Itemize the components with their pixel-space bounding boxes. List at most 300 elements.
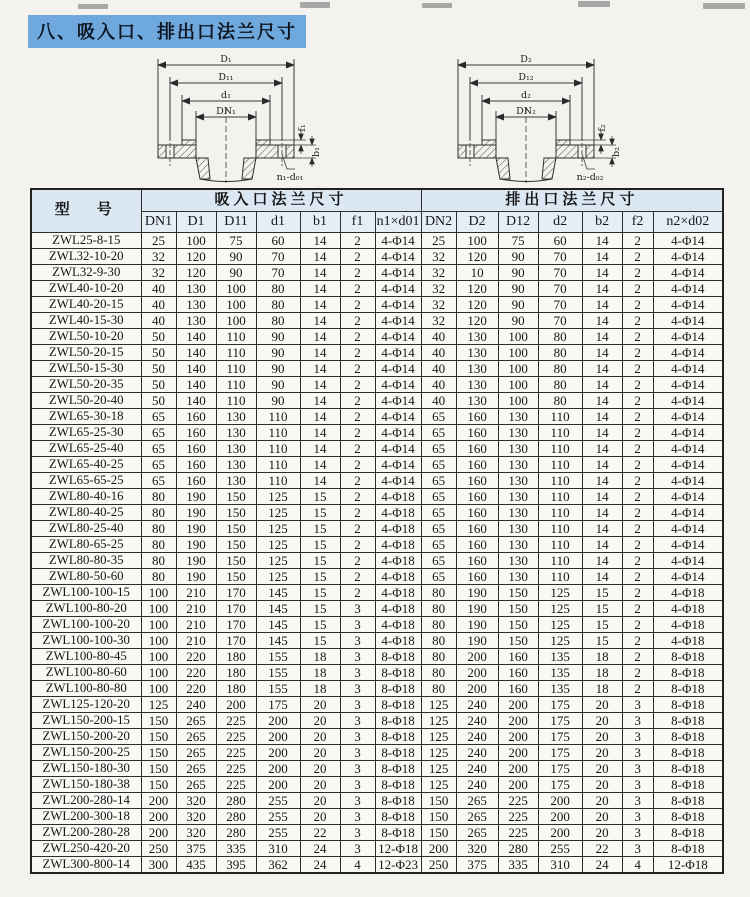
suction-flange-diagram [138,50,328,184]
value-cell: 110 [538,553,582,569]
value-cell: 135 [538,649,582,665]
table-row [31,713,723,729]
value-cell: 310 [256,841,300,857]
value-cell: 90 [498,265,538,281]
value-cell: 110 [538,457,582,473]
value-cell: 80 [256,313,300,329]
value-cell: 150 [216,553,256,569]
value-cell: 190 [176,569,216,585]
value-cell: 250 [141,841,176,857]
value-cell: 3 [622,761,653,777]
value-cell: 250 [421,857,456,874]
table-row [31,233,723,249]
dim-label-D11: D₁₁ [218,72,234,83]
value-cell: 14 [300,457,340,473]
dim-label-n2-d02: n₂-d₀₂ [576,172,604,183]
value-cell: 2 [622,585,653,601]
value-cell: 170 [216,617,256,633]
value-cell: 2 [340,361,375,377]
value-cell: 65 [141,441,176,457]
value-cell: 4-Φ18 [653,617,723,633]
value-cell: 20 [582,777,622,793]
value-cell: 20 [300,809,340,825]
value-cell: 14 [582,345,622,361]
value-cell: 70 [538,249,582,265]
value-cell: 190 [456,617,498,633]
value-cell: 90 [216,249,256,265]
col-header-D2: D2 [456,212,498,233]
value-cell: 200 [256,761,300,777]
value-cell: 4-Φ18 [375,617,421,633]
value-cell: 8-Φ18 [653,809,723,825]
value-cell: 150 [216,505,256,521]
value-cell: 4-Φ14 [375,473,421,489]
value-cell: 130 [498,457,538,473]
value-cell: 120 [176,249,216,265]
value-cell: 140 [176,377,216,393]
value-cell: 80 [141,489,176,505]
value-cell: 50 [141,329,176,345]
model-cell: ZWL200-280-28 [31,825,141,841]
value-cell: 4-Φ14 [653,441,723,457]
table-row [31,425,723,441]
value-cell: 110 [216,329,256,345]
value-cell: 175 [538,729,582,745]
dim-label-f1: f₁ [297,124,308,132]
value-cell: 150 [141,761,176,777]
value-cell: 150 [141,729,176,745]
value-cell: 4-Φ18 [375,521,421,537]
value-cell: 200 [256,729,300,745]
value-cell: 200 [141,809,176,825]
value-cell: 2 [340,281,375,297]
col-header-b1: b1 [300,212,340,233]
value-cell: 175 [538,777,582,793]
value-cell: 100 [456,233,498,249]
value-cell: 130 [498,505,538,521]
value-cell: 4-Φ14 [375,249,421,265]
model-cell: ZWL50-15-30 [31,361,141,377]
value-cell: 190 [176,553,216,569]
value-cell: 140 [176,345,216,361]
value-cell: 14 [300,377,340,393]
value-cell: 130 [498,553,538,569]
value-cell: 435 [176,857,216,874]
value-cell: 15 [582,617,622,633]
value-cell: 225 [498,809,538,825]
value-cell: 60 [538,233,582,249]
value-cell: 90 [216,265,256,281]
value-cell: 15 [300,617,340,633]
value-cell: 14 [582,377,622,393]
value-cell: 100 [141,649,176,665]
value-cell: 110 [538,409,582,425]
value-cell: 125 [538,585,582,601]
model-cell: ZWL200-280-14 [31,793,141,809]
value-cell: 200 [256,745,300,761]
value-cell: 335 [216,841,256,857]
value-cell: 160 [176,425,216,441]
value-cell: 255 [256,825,300,841]
value-cell: 100 [141,601,176,617]
value-cell: 65 [421,409,456,425]
table-row [31,745,723,761]
value-cell: 3 [340,601,375,617]
value-cell: 8-Φ18 [653,745,723,761]
value-cell: 335 [498,857,538,874]
value-cell: 3 [340,841,375,857]
value-cell: 180 [216,681,256,697]
value-cell: 210 [176,601,216,617]
value-cell: 110 [256,409,300,425]
value-cell: 190 [456,585,498,601]
value-cell: 8-Φ18 [375,713,421,729]
value-cell: 10 [456,265,498,281]
value-cell: 2 [340,425,375,441]
value-cell: 18 [300,681,340,697]
value-cell: 110 [216,345,256,361]
value-cell: 2 [340,489,375,505]
value-cell: 8-Φ18 [653,729,723,745]
value-cell: 160 [456,505,498,521]
value-cell: 8-Φ18 [653,841,723,857]
model-cell: ZWL80-25-40 [31,521,141,537]
value-cell: 3 [340,793,375,809]
dim-label-D1: D₁ [220,54,232,65]
value-cell: 175 [538,745,582,761]
value-cell: 220 [176,665,216,681]
value-cell: 362 [256,857,300,874]
value-cell: 2 [622,681,653,697]
value-cell: 4-Φ14 [653,329,723,345]
value-cell: 4-Φ14 [653,313,723,329]
value-cell: 8-Φ18 [653,697,723,713]
value-cell: 110 [216,361,256,377]
value-cell: 2 [340,329,375,345]
value-cell: 80 [538,361,582,377]
value-cell: 80 [141,569,176,585]
value-cell: 20 [300,761,340,777]
dim-label-d2: d₂ [521,90,531,101]
value-cell: 200 [256,713,300,729]
value-cell: 100 [216,313,256,329]
col-header-f1: f1 [340,212,375,233]
value-cell: 18 [582,681,622,697]
value-cell: 125 [421,697,456,713]
value-cell: 4-Φ18 [653,601,723,617]
value-cell: 150 [216,521,256,537]
value-cell: 200 [456,665,498,681]
value-cell: 90 [498,281,538,297]
value-cell: 8-Φ18 [653,777,723,793]
model-cell: ZWL300-800-14 [31,857,141,874]
model-cell: ZWL125-120-20 [31,697,141,713]
value-cell: 160 [456,489,498,505]
model-cell: ZWL100-100-20 [31,617,141,633]
value-cell: 110 [256,457,300,473]
value-cell: 32 [421,265,456,281]
value-cell: 65 [421,473,456,489]
value-cell: 8-Φ18 [653,761,723,777]
value-cell: 190 [176,505,216,521]
value-cell: 14 [582,425,622,441]
value-cell: 255 [256,809,300,825]
value-cell: 4-Φ14 [653,393,723,409]
value-cell: 2 [340,521,375,537]
value-cell: 20 [582,697,622,713]
value-cell: 110 [538,569,582,585]
value-cell: 3 [622,729,653,745]
value-cell: 160 [498,681,538,697]
value-cell: 175 [538,761,582,777]
dim-label-b2: b₂ [611,147,622,157]
value-cell: 240 [456,729,498,745]
value-cell: 80 [421,617,456,633]
value-cell: 160 [456,457,498,473]
value-cell: 3 [340,649,375,665]
value-cell: 65 [141,457,176,473]
value-cell: 80 [538,377,582,393]
value-cell: 4-Φ18 [375,585,421,601]
value-cell: 190 [456,601,498,617]
value-cell: 15 [582,585,622,601]
value-cell: 14 [582,313,622,329]
value-cell: 200 [498,697,538,713]
value-cell: 14 [300,441,340,457]
value-cell: 2 [340,457,375,473]
value-cell: 3 [622,841,653,857]
value-cell: 4-Φ14 [653,345,723,361]
value-cell: 8-Φ18 [375,649,421,665]
value-cell: 80 [141,537,176,553]
value-cell: 80 [421,585,456,601]
table-row [31,777,723,793]
value-cell: 200 [538,825,582,841]
value-cell: 2 [622,489,653,505]
value-cell: 14 [300,361,340,377]
value-cell: 80 [538,393,582,409]
value-cell: 3 [340,761,375,777]
value-cell: 110 [256,441,300,457]
value-cell: 2 [340,473,375,489]
value-cell: 32 [141,265,176,281]
value-cell: 200 [256,777,300,793]
value-cell: 15 [300,489,340,505]
value-cell: 14 [300,345,340,361]
value-cell: 4-Φ14 [653,361,723,377]
value-cell: 125 [256,553,300,569]
value-cell: 225 [498,793,538,809]
value-cell: 100 [141,633,176,649]
value-cell: 4-Φ14 [653,281,723,297]
value-cell: 2 [622,569,653,585]
model-cell: ZWL150-180-30 [31,761,141,777]
value-cell: 130 [498,489,538,505]
value-cell: 14 [582,457,622,473]
value-cell: 14 [300,249,340,265]
value-cell: 20 [300,745,340,761]
dim-label-n1-d01: n₁-d₀₁ [276,172,304,183]
model-cell: ZWL250-420-20 [31,841,141,857]
value-cell: 4-Φ14 [653,249,723,265]
value-cell: 150 [421,809,456,825]
value-cell: 8-Φ18 [375,825,421,841]
value-cell: 2 [340,505,375,521]
value-cell: 150 [216,569,256,585]
value-cell: 160 [456,537,498,553]
value-cell: 15 [300,521,340,537]
value-cell: 80 [256,281,300,297]
value-cell: 100 [498,345,538,361]
model-cell: ZWL100-80-20 [31,601,141,617]
value-cell: 145 [256,633,300,649]
value-cell: 14 [300,329,340,345]
value-cell: 15 [300,505,340,521]
value-cell: 130 [456,377,498,393]
value-cell: 80 [421,649,456,665]
value-cell: 90 [256,377,300,393]
dim-label-DN2: DN₂ [516,106,536,117]
value-cell: 60 [256,233,300,249]
model-cell: ZWL150-180-38 [31,777,141,793]
value-cell: 175 [256,697,300,713]
value-cell: 395 [216,857,256,874]
value-cell: 225 [216,729,256,745]
value-cell: 14 [582,553,622,569]
model-cell: ZWL100-80-80 [31,681,141,697]
value-cell: 130 [216,425,256,441]
value-cell: 80 [538,345,582,361]
table-row [31,633,723,649]
value-cell: 14 [582,281,622,297]
value-cell: 20 [582,793,622,809]
model-cell: ZWL32-9-30 [31,265,141,281]
value-cell: 125 [256,489,300,505]
value-cell: 8-Φ18 [653,665,723,681]
value-cell: 150 [498,585,538,601]
value-cell: 8-Φ18 [375,697,421,713]
value-cell: 280 [216,793,256,809]
value-cell: 225 [216,713,256,729]
table-row [31,297,723,313]
model-cell: ZWL65-25-40 [31,441,141,457]
value-cell: 2 [340,537,375,553]
value-cell: 110 [216,393,256,409]
value-cell: 14 [300,313,340,329]
value-cell: 65 [421,537,456,553]
value-cell: 4 [622,857,653,874]
value-cell: 14 [300,425,340,441]
value-cell: 170 [216,633,256,649]
value-cell: 90 [256,393,300,409]
value-cell: 50 [141,345,176,361]
value-cell: 4-Φ14 [375,393,421,409]
model-cell: ZWL150-200-15 [31,713,141,729]
value-cell: 65 [421,457,456,473]
value-cell: 70 [538,281,582,297]
value-cell: 265 [176,777,216,793]
value-cell: 8-Φ18 [375,681,421,697]
value-cell: 160 [456,521,498,537]
value-cell: 125 [141,697,176,713]
value-cell: 4-Φ14 [653,569,723,585]
value-cell: 4-Φ18 [375,601,421,617]
value-cell: 18 [582,649,622,665]
model-cell: ZWL40-10-20 [31,281,141,297]
value-cell: 130 [456,393,498,409]
value-cell: 14 [582,473,622,489]
value-cell: 125 [538,601,582,617]
value-cell: 3 [622,745,653,761]
value-cell: 200 [538,809,582,825]
value-cell: 65 [141,473,176,489]
value-cell: 14 [300,393,340,409]
value-cell: 130 [456,361,498,377]
value-cell: 180 [216,665,256,681]
value-cell: 125 [421,777,456,793]
value-cell: 4-Φ14 [653,521,723,537]
value-cell: 14 [582,569,622,585]
value-cell: 25 [141,233,176,249]
table-row [31,697,723,713]
value-cell: 130 [456,329,498,345]
value-cell: 200 [498,761,538,777]
table-row [31,505,723,521]
value-cell: 240 [176,697,216,713]
value-cell: 40 [141,281,176,297]
value-cell: 150 [498,633,538,649]
value-cell: 14 [582,409,622,425]
value-cell: 100 [498,361,538,377]
value-cell: 160 [456,473,498,489]
value-cell: 4-Φ14 [653,537,723,553]
value-cell: 280 [216,825,256,841]
table-row [31,313,723,329]
col-group-suction: 吸入口法兰尺寸 [141,189,421,212]
table-row [31,489,723,505]
value-cell: 130 [498,537,538,553]
value-cell: 2 [340,441,375,457]
value-cell: 170 [216,585,256,601]
value-cell: 225 [498,825,538,841]
value-cell: 4-Φ18 [375,633,421,649]
value-cell: 25 [421,233,456,249]
value-cell: 240 [456,745,498,761]
value-cell: 22 [582,841,622,857]
value-cell: 190 [176,489,216,505]
table-row [31,809,723,825]
value-cell: 180 [216,649,256,665]
value-cell: 265 [176,761,216,777]
value-cell: 2 [622,553,653,569]
value-cell: 220 [176,681,216,697]
dim-label-D2: D₂ [520,54,532,65]
value-cell: 65 [421,441,456,457]
table-row [31,681,723,697]
value-cell: 75 [216,233,256,249]
dim-label-D12: D₁₂ [518,72,534,83]
scan-artifact [300,2,330,8]
value-cell: 15 [300,553,340,569]
value-cell: 110 [538,521,582,537]
value-cell: 32 [421,281,456,297]
value-cell: 130 [456,345,498,361]
value-cell: 160 [176,473,216,489]
dim-label-f2: f₂ [597,124,608,132]
model-cell: ZWL65-25-30 [31,425,141,441]
value-cell: 135 [538,665,582,681]
value-cell: 14 [582,537,622,553]
